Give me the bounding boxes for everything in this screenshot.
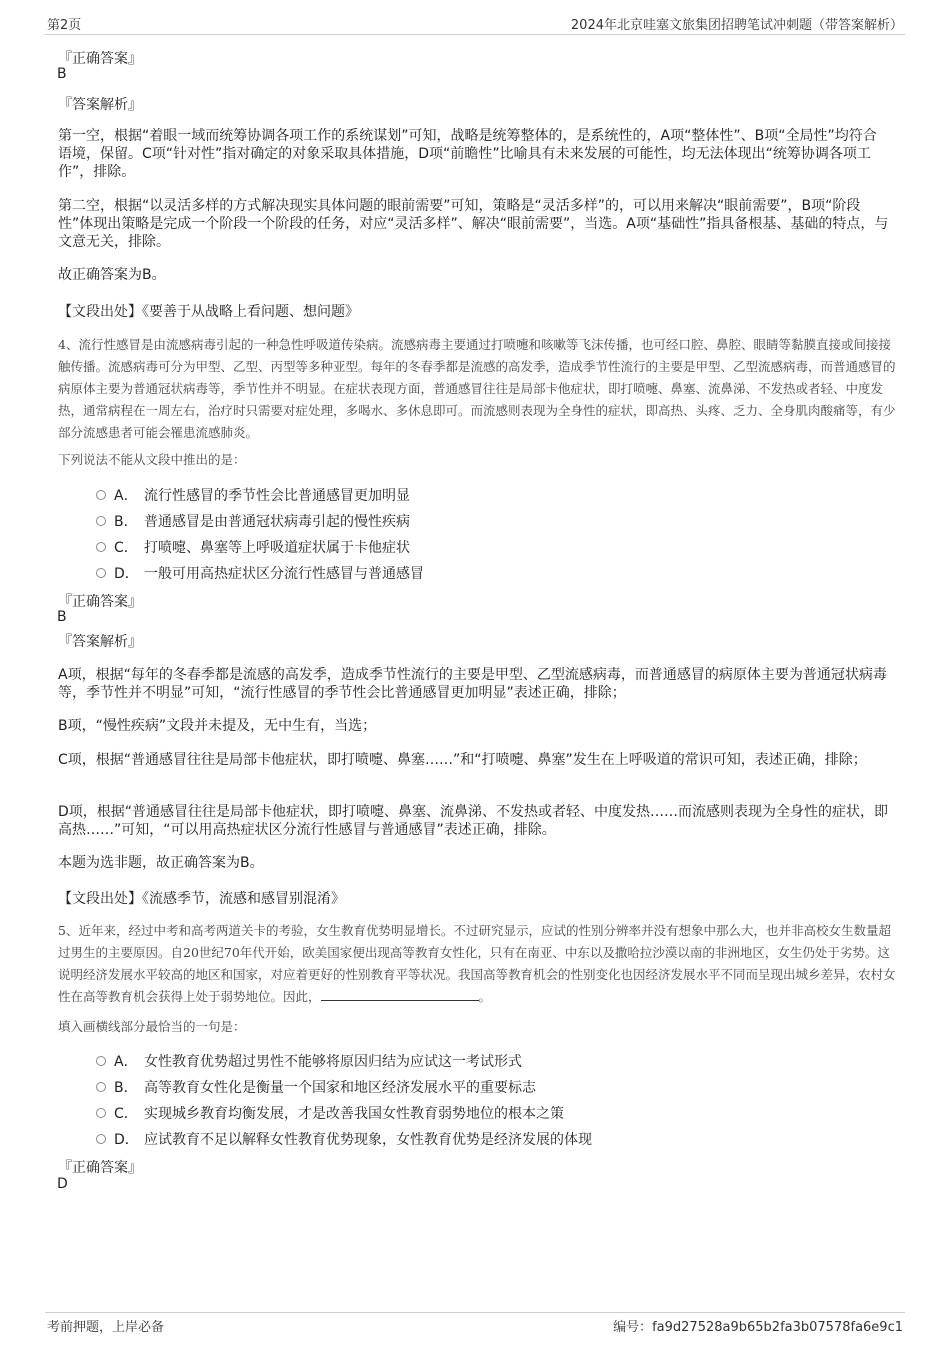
option-a[interactable]: A． 女性教育优势超过男性不能够将原因归结为应试这一考试形式 bbox=[96, 1051, 522, 1071]
correct-answer: B bbox=[57, 609, 67, 625]
radio-icon[interactable] bbox=[96, 1108, 106, 1118]
option-c[interactable]: C． 实现城乡教育均衡发展，才是改善我国女性教育弱势地位的根本之策 bbox=[96, 1103, 564, 1123]
footer-slogan: 考前押题，上岸必备 bbox=[47, 1320, 165, 1335]
source-citation: 【文段出处】《流感季节，流感和感冒别混淆》 bbox=[58, 891, 345, 907]
question-4-prompt: 下列说法不能从文段中推出的是： bbox=[58, 452, 246, 467]
radio-icon[interactable] bbox=[96, 1082, 106, 1092]
analysis-paragraph: 第一空，根据“着眼一域而统筹协调各项工作的系统谋划”可知，战略是统筹整体的，是系统性的，A项“整体性”、B项“全局性”均符合语境，保留。C项“针对性”指对确定的对象采取具体措施，D项“前瞻性”比喻具有未来发展的可能性，均无法体现出“统筹协调各项工作”，排除。 bbox=[58, 128, 877, 180]
option-c[interactable]: C． 打喷嚏、鼻塞等上呼吸道症状属于卡他症状 bbox=[96, 537, 410, 557]
answer-label: 『正确答案』 bbox=[58, 51, 142, 67]
correct-answer: D bbox=[57, 1176, 68, 1192]
analysis-conclusion: 本题为选非题，故正确答案为B。 bbox=[58, 855, 264, 871]
page-number: 第2页 bbox=[47, 18, 82, 33]
radio-icon[interactable] bbox=[96, 1056, 106, 1066]
radio-icon[interactable] bbox=[96, 490, 106, 500]
document-code: 编号：fa9d27528a9b65b2fa3b07578fa6e9c1 bbox=[613, 1320, 903, 1335]
radio-icon[interactable] bbox=[96, 516, 106, 526]
analysis-paragraph: C项，根据“普通感冒往往是局部卡他症状，即打喷嚏、鼻塞……”和“打喷嚏、鼻塞”发生在上呼吸道的常识可知，表述正确，排除； bbox=[58, 752, 867, 768]
analysis-label: 『答案解析』 bbox=[58, 634, 142, 650]
question-4-passage: 4、流行性感冒是由流感病毒引起的一种急性呼吸道传染病。流感病毒主要通过打喷嚏和咳嗽等飞沫传播，也可经口腔、鼻腔、眼睛等黏膜直接或间接接触传播。流感病毒可分为甲型、乙型、丙型等多种亚型。每年的冬春季都是流感的高发季，造成季节性流行的主要是甲型、乙型流感病毒，而普通感冒的病原体主要为普通冠状病毒等，季节性并不明显。在症状表现方面，普通感冒往往是局部卡他症状，即打喷嚏、鼻塞、流鼻涕、不发热或者轻、中度发热，通常病程在一周左右，治疗时只需要对症处理，多喝水、多休息即可。而流感则表现为全身性的症状，即高热、头疼、乏力、全身肌肉酸痛等，有少部分流感患者可能会罹患流感肺炎。 bbox=[58, 337, 896, 440]
analysis-paragraph: 第二空，根据“以灵活多样的方式解决现实具体问题的眼前需要”可知，策略是“灵活多样”的，可以用来解决“眼前需要”，B项“阶段性”体现出策略是完成一个阶段一个阶段的任务，对应“灵活多样”、解决“眼前需要”，当选。A项“基础性”指具备根基、基础的特点，与文意无关，排除。 bbox=[58, 198, 889, 250]
analysis-paragraph: B项，“慢性疾病”文段并未提及，无中生有，当选； bbox=[58, 718, 377, 734]
question-5-passage bbox=[58, 920, 898, 1008]
source-citation: 【文段出处】《要善于从战略上看问题、想问题》 bbox=[58, 304, 359, 320]
question-5-text: 5、近年来，经过中考和高考两道关卡的考验，女生教育优势明显增长。不过研究显示，应试的性别分辨率并没有想象中那么大，也并非高校女生数量超过男生的主要原因。自20世纪70年代开始，欧美国家便出现高等教育女性化，只有在南亚、中东以及撒哈拉沙漠以南的非洲地区，女生仍处于劣势。这说明经济发展水平较高的地区和国家，对应着更好的性别教育平等状况。我国高等教育机会的性别变化也因经济发展水平不同而呈现出城乡差异，农村女性在高等教育机会获得上处于弱势地位。因此， bbox=[58, 923, 896, 1004]
radio-icon[interactable] bbox=[96, 1134, 106, 1144]
option-d[interactable]: D． 一般可用高热症状区分流行性感冒与普通感冒 bbox=[96, 563, 424, 583]
analysis-label: 『答案解析』 bbox=[58, 97, 142, 113]
option-b[interactable]: B． 普通感冒是由普通冠状病毒引起的慢性疾病 bbox=[96, 511, 410, 531]
analysis-paragraph: A项，根据“每年的冬春季都是流感的高发季，造成季节性流行的主要是甲型、乙型流感病毒，而普通感冒的病原体主要为普通冠状病毒等，季节性并不明显”可知，“流行性感冒的季节性会比普通感冒更加明显”表述正确，排除； bbox=[58, 667, 887, 701]
page-header bbox=[45, 14, 905, 35]
analysis-paragraph: D项，根据“普通感冒往往是局部卡他症状，即打喷嚏、鼻塞、流鼻涕、不发热或者轻、中度发热……而流感则表现为全身性的症状，即高热……”可知，“可以用高热症状区分流行性感冒与普通感冒”表述正确，排除。 bbox=[58, 804, 889, 838]
page-footer bbox=[45, 1312, 905, 1336]
option-b[interactable]: B． 高等教育女性化是衡量一个国家和地区经济发展水平的重要标志 bbox=[96, 1077, 536, 1097]
analysis-conclusion: 故正确答案为B。 bbox=[58, 267, 166, 283]
fill-blank-line bbox=[321, 988, 479, 1001]
correct-answer: B bbox=[57, 66, 67, 82]
question-5-prompt: 填入画横线部分最恰当的一句是： bbox=[58, 1019, 246, 1034]
option-d[interactable]: D． 应试教育不足以解释女性教育优势现象，女性教育优势是经济发展的体现 bbox=[96, 1129, 592, 1149]
question-5-text-end: 。 bbox=[478, 989, 492, 1004]
answer-label: 『正确答案』 bbox=[58, 1160, 142, 1176]
answer-label: 『正确答案』 bbox=[58, 594, 142, 610]
radio-icon[interactable] bbox=[96, 542, 106, 552]
radio-icon[interactable] bbox=[96, 568, 106, 578]
option-a[interactable]: A． 流行性感冒的季节性会比普通感冒更加明显 bbox=[96, 485, 410, 505]
document-title: 2024年北京哇塞文旅集团招聘笔试冲刺题（带答案解析） bbox=[570, 18, 903, 33]
